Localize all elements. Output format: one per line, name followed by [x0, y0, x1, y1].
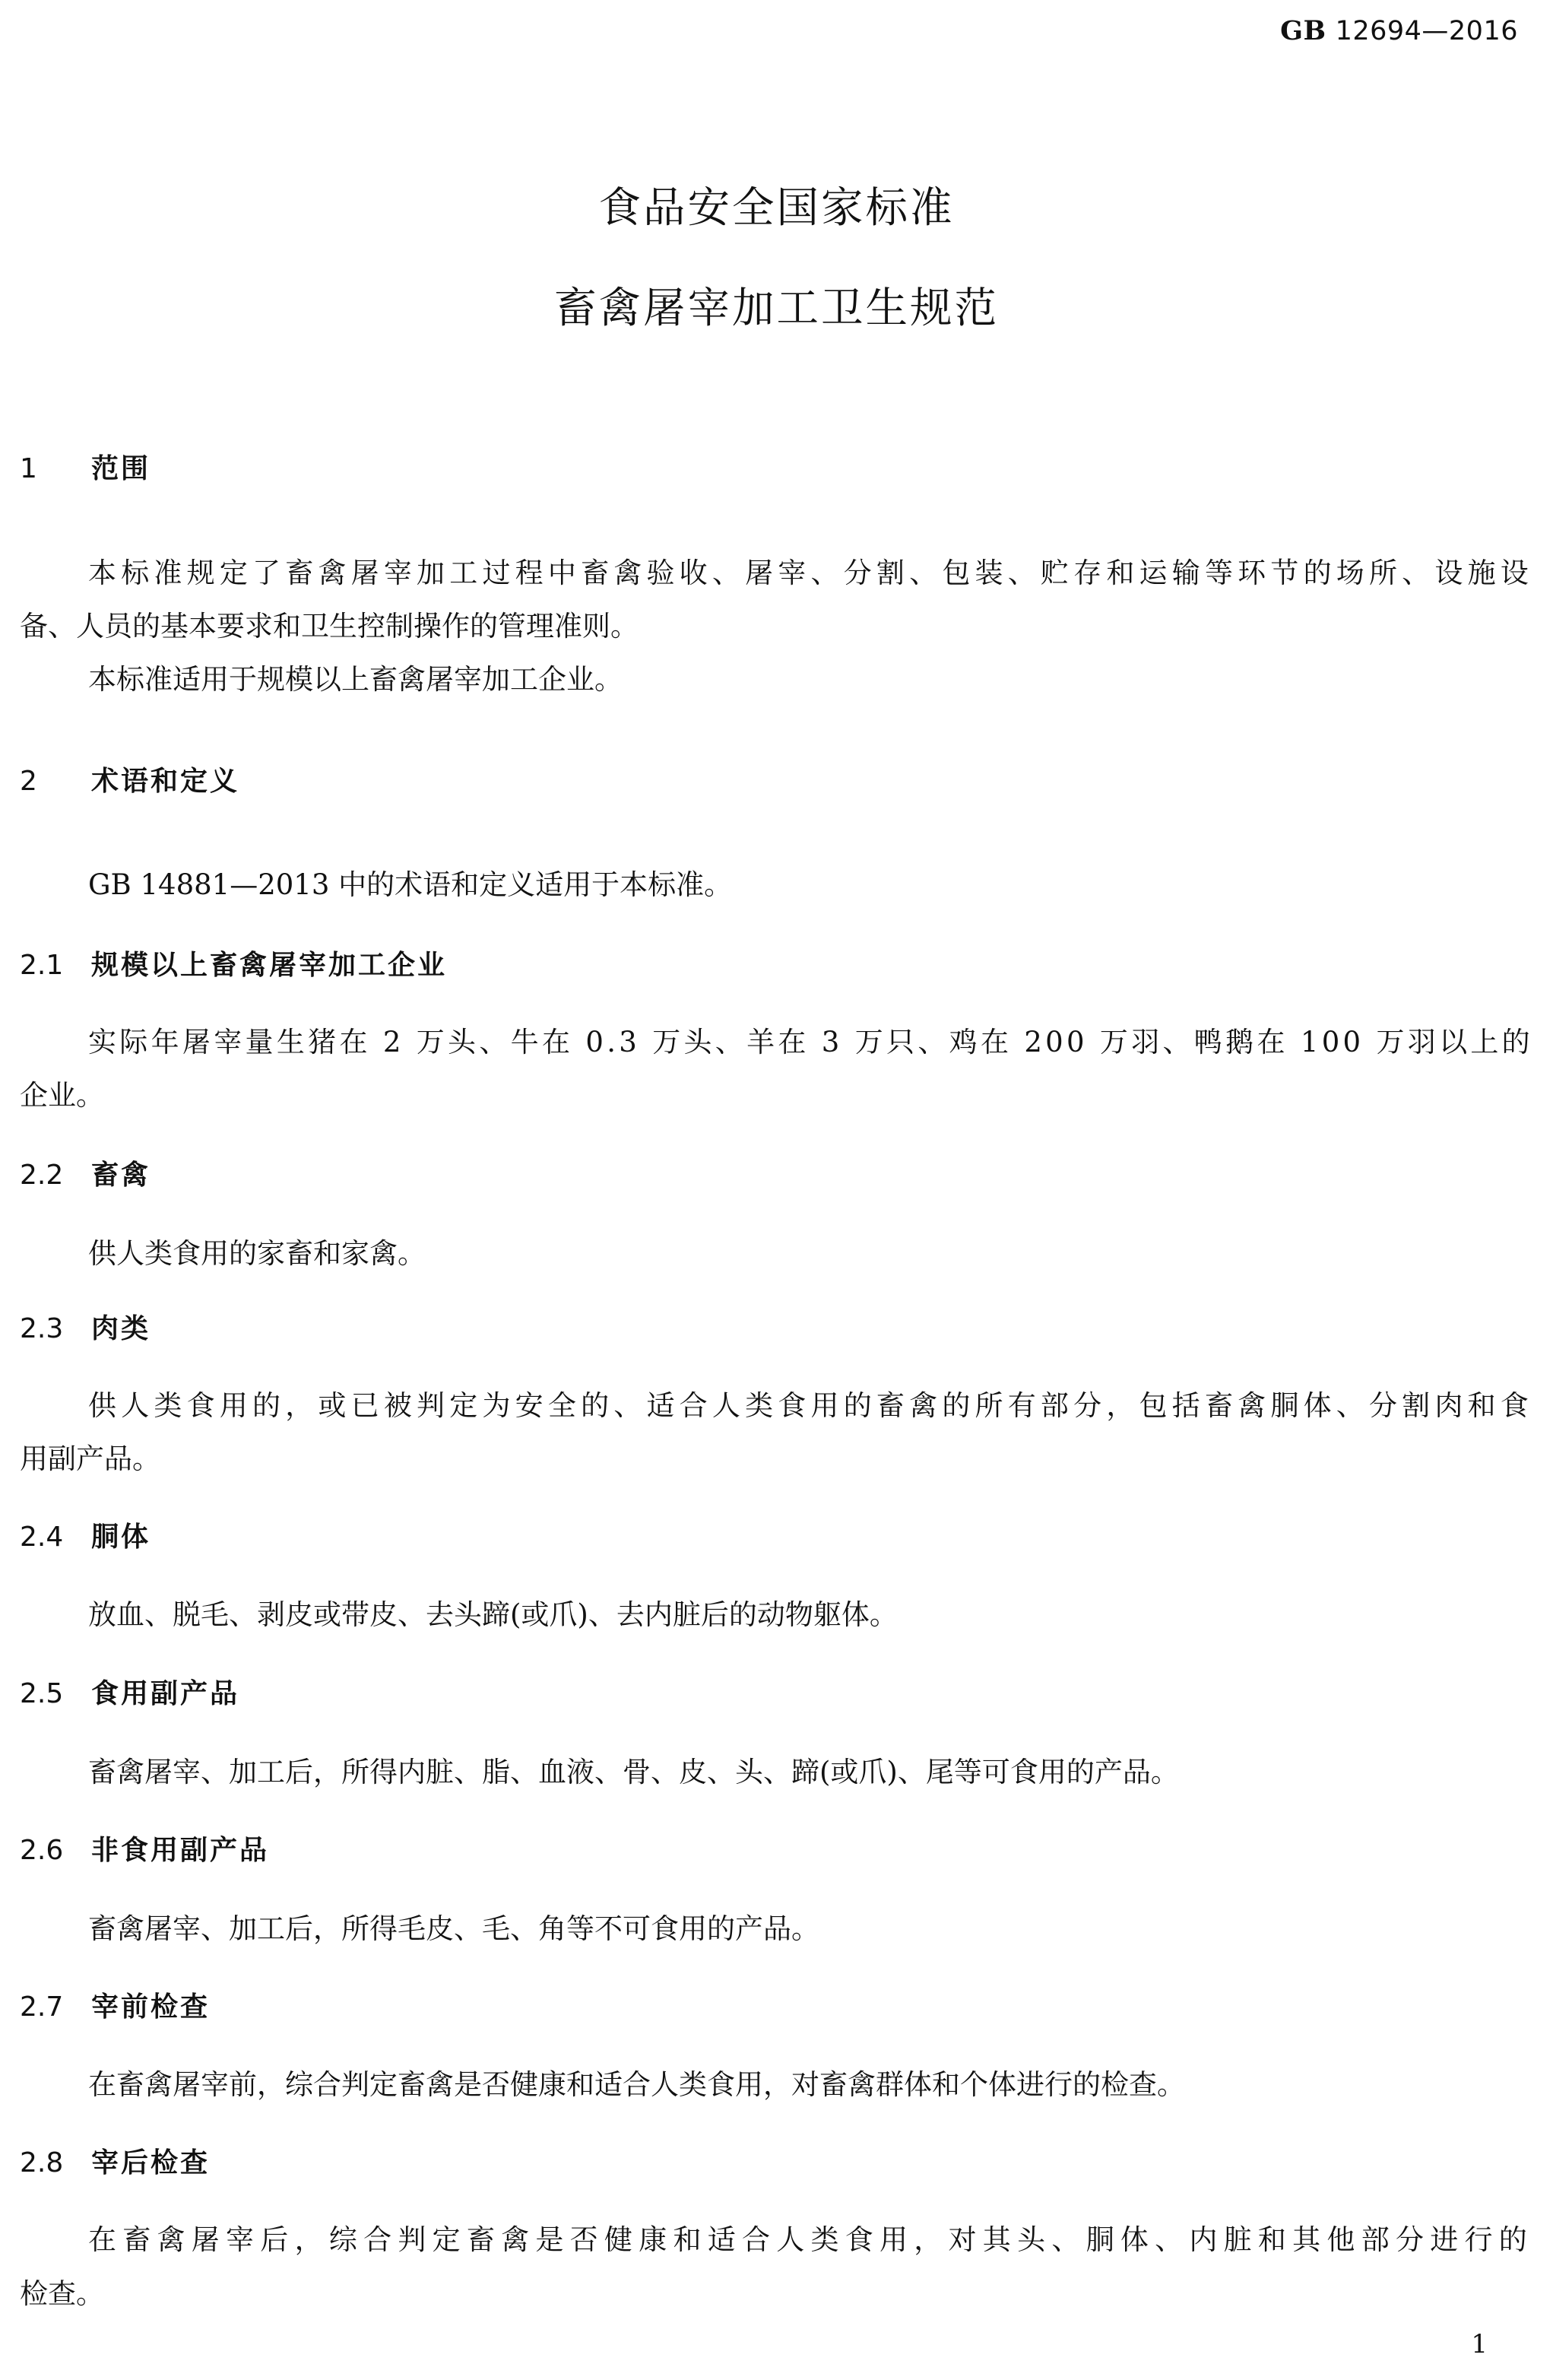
section-2-8-definition-line-2: 检查。: [20, 2277, 104, 2310]
section-2-6-number: 2.6: [20, 1835, 64, 1866]
section-2-2-title: 畜禽: [91, 1160, 151, 1191]
section-2-4-heading: [20, 1515, 151, 1554]
section-2-3-number: 2.3: [20, 1313, 64, 1344]
section-2-5-heading: [20, 1672, 239, 1711]
standard-number: 12694—2016: [1335, 16, 1518, 46]
section-2-3-heading: [20, 1307, 151, 1346]
section-2-1-heading: [20, 944, 447, 982]
section-2-4-definition: 放血、脱毛、剥皮或带皮、去头蹄(或爪)、去内脏后的动物躯体。: [88, 1598, 898, 1631]
section-2-8-number: 2.8: [20, 2147, 64, 2178]
section-2-number: 2: [20, 766, 37, 797]
standard-code: [1280, 15, 1518, 46]
section-2-7-definition: 在畜禽屠宰前，综合判定畜禽是否健康和适合人类食用，对畜禽群体和个体进行的检查。: [88, 2068, 1185, 2101]
section-2-1-number: 2.1: [20, 950, 64, 981]
section-2-3-definition-line-2: 用副产品。: [20, 1442, 160, 1475]
section-2-title: 术语和定义: [91, 766, 240, 797]
section-1-paragraph-1-line-2: 备、人员的基本要求和卫生控制操作的管理准则。: [20, 610, 639, 643]
section-2-5-title: 食用副产品: [91, 1678, 240, 1709]
section-2-paragraph: GB 14881—2013 中的术语和定义适用于本标准。: [88, 868, 733, 901]
section-2-4-title: 胴体: [91, 1522, 151, 1553]
document-title-line-2: 畜禽屠宰加工卫生规范: [553, 284, 999, 333]
section-2-2-number: 2.2: [20, 1160, 64, 1191]
section-2-6-title: 非食用副产品: [91, 1835, 270, 1866]
section-2-1-title: 规模以上畜禽屠宰加工企业: [91, 950, 448, 981]
section-2-7-number: 2.7: [20, 1991, 64, 2023]
section-2-7-heading: [20, 1985, 210, 2024]
section-2-7-title: 宰前检查: [91, 1991, 211, 2023]
document-title-line-1: 食品安全国家标准: [598, 183, 955, 233]
standard-prefix: GB: [1280, 15, 1326, 46]
section-2-8-heading: [20, 2141, 210, 2180]
section-2-8-title: 宰后检查: [91, 2147, 211, 2178]
section-2-6-heading: [20, 1829, 269, 1868]
section-2-3-title: 肉类: [91, 1313, 151, 1344]
section-1-title: 范围: [91, 453, 151, 484]
section-2-4-number: 2.4: [20, 1522, 64, 1553]
section-1-number: 1: [20, 453, 37, 484]
section-1-paragraph-2: 本标准适用于规模以上畜禽屠宰加工企业。: [88, 663, 623, 696]
section-2-5-definition: 畜禽屠宰、加工后，所得内脏、脂、血液、骨、皮、头、蹄(或爪)、尾等可食用的产品。: [88, 1756, 1179, 1788]
section-2-6-definition: 畜禽屠宰、加工后，所得毛皮、毛、角等不可食用的产品。: [88, 1912, 819, 1945]
section-2-3-definition-line-1: 供人类食用的，或已被判定为安全的、适合人类食用的畜禽的所有部分，包括畜禽胴体、分割肉和食: [88, 1389, 1533, 1422]
section-2-2-heading: [20, 1154, 151, 1192]
section-2-heading: [20, 760, 239, 798]
section-2-2-definition: 供人类食用的家畜和家禽。: [88, 1237, 426, 1270]
section-1-paragraph-1-line-1: 本标准规定了畜禽屠宰加工过程中畜禽验收、屠宰、分割、包装、贮存和运输等环节的场所、设施设: [88, 557, 1533, 589]
section-2-1-definition-line-2: 企业。: [20, 1079, 104, 1112]
page-number: 1: [1471, 2329, 1488, 2359]
section-1-heading: [20, 447, 151, 486]
section-2-5-number: 2.5: [20, 1678, 64, 1709]
section-2-8-definition-line-1: 在畜禽屠宰后，综合判定畜禽是否健康和适合人类食用，对其头、胴体、内脏和其他部分进行的: [88, 2223, 1533, 2256]
section-2-1-definition-line-1: 实际年屠宰量生猪在 2 万头、牛在 0.3 万头、羊在 3 万只、鸡在 200 万羽、鸭鹅在 100 万羽以上的: [88, 1026, 1533, 1058]
